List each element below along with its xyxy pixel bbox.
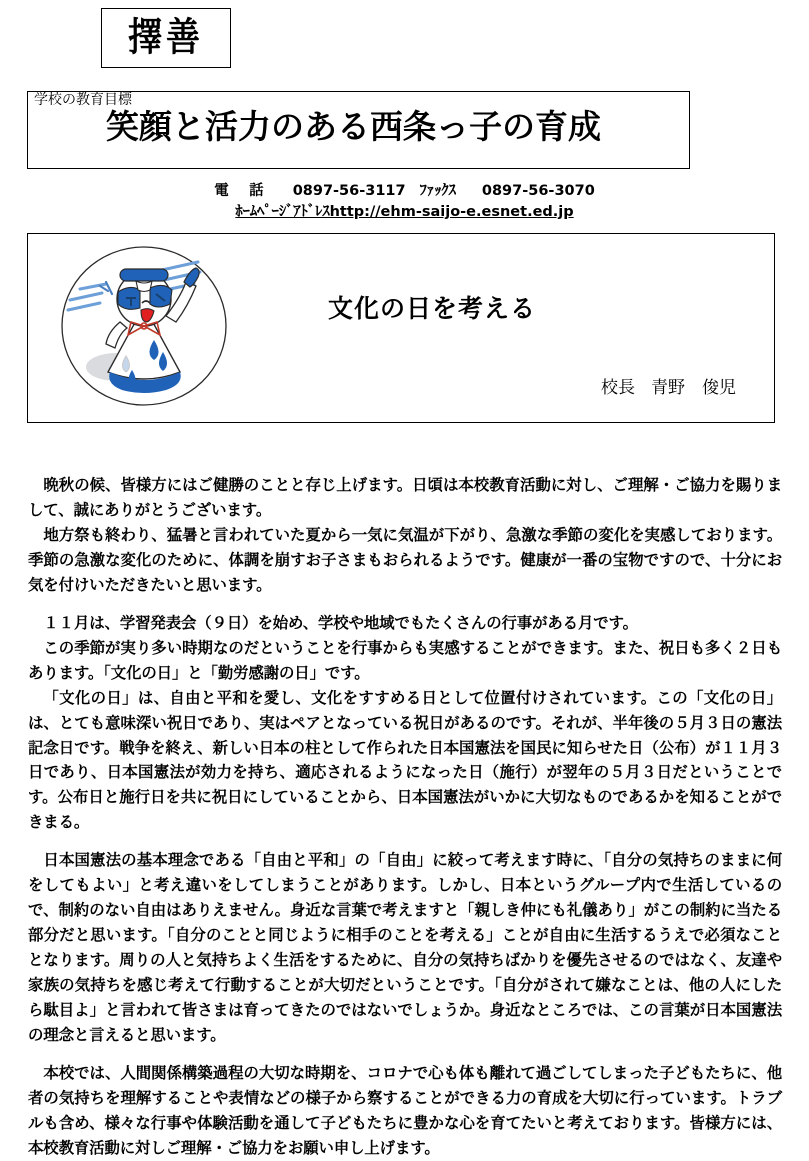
phone-number: 0897-56-3117 xyxy=(292,183,406,199)
article-author xyxy=(601,373,736,398)
article-title: 文化の日を考える xyxy=(328,294,537,323)
school-goal-label: 学校の教育目標 xyxy=(34,93,132,108)
school-goal-statement: 笑顔と活力のある西条っ子の育成 xyxy=(106,107,601,146)
homepage-label: ﾎｰﾑﾍﾟｰｼﾞｱﾄﾞﾚｽ xyxy=(235,204,330,221)
body-paragraph: 「文化の日」は、自由と平和を愛し、文化をすすめる日として位置付けされています。この「文化の日」は、とても意味深い祝日であり、実はペアとなっている祝日があるのです。それが、半年後の５月３日の憲法記念日です。戦争を終え、新しい日本の柱として作られた日本国憲法を国民に知らせた日（公布）が１１月３日であり、日本国憲法が効力を持ち、適応されるようになった日（施行）が翌年の５月３日だということです。公布日と施行日を共に祝日にしていることから、日本国憲法がいかに大切なものであるかを知ることができまる。 xyxy=(28,688,782,832)
body-paragraph: １１月は、学習発表会（９日）を始め、学校や地域でもたくさんの行事がある月です。 xyxy=(43,613,638,632)
fax-number: 0897-56-3070 xyxy=(481,183,595,199)
body-paragraph: 晩秋の候、皆様方にはご健勝のことと存じ上げます。日頃は本校教育活動に対し、ご理解・ご協力を賜りまして、誠にありがとうございます。 xyxy=(28,476,782,519)
homepage-url[interactable]: http://ehm-saijo-e.esnet.ed.jp xyxy=(329,204,574,221)
newsletter-title: 擇善 xyxy=(128,15,204,62)
school-mascot-illustration xyxy=(58,244,230,409)
masthead-box xyxy=(101,8,231,68)
paragraph-spacer xyxy=(28,1048,782,1061)
contact-homepage-line xyxy=(0,202,809,223)
fax-label: ﾌｧｯｸｽ xyxy=(419,183,456,199)
body-paragraph: 本校では、人間関係構築過程の大切な時期を、コロナで心も体も離れて過ごしてしまった子どもたちに、他者の気持ちを理解することや表情などの様子から察することができる力の育成を大切に行っています。トラブルも含め、様々な行事や体験活動を通して子どもたちに豊かな心を育てたいと考えております。皆様方には、本校教育活動に対しご理解・ご協力をお願い申し上げます。 xyxy=(28,1063,782,1157)
paragraph-spacer xyxy=(28,835,782,848)
school-goal-box xyxy=(27,91,690,169)
contact-phone-line xyxy=(0,181,809,202)
body-paragraph: 地方祭も終わり、猛暑と言われていた夏から一気に気温が下がり、急激な季節の変化を実感しております。季節の急激な変化のために、体調を崩すお子さまもおられるようです。健康が一番の宝物ですので、十分にお気を付けいただきたいと思います。 xyxy=(28,525,782,594)
author-name: 青野 俊児 xyxy=(651,378,736,397)
contact-block xyxy=(0,181,809,223)
article-header-box xyxy=(27,233,775,423)
author-role: 校長 xyxy=(601,378,635,397)
phone-label: 電 話 xyxy=(214,183,267,199)
paragraph-spacer xyxy=(28,598,782,611)
body-paragraph: この季節が実り多い時期なのだということを行事からも実感することができます。また、祝日も多く２日もあります。「文化の日」と「勤労感謝の日」です。 xyxy=(28,638,782,682)
body-paragraph: 日本国憲法の基本理念である「自由と平和」の「自由」に絞って考えます時に、「自分の気持ちのままに何をしてもよい」と考え違いをしてしまうことがあります。しかし、日本というグループ内で生活しているので、制約のない自由はありえません。身近な言葉で考えますと「親しき仲にも礼儀あり」がこの制約に当たる部分だと思います。「自分のことと同じように相手のことを考える」ことが自由に生活するうえで必須なこととなります。周りの人と気持ちよく生活をするために、自分の気持ちばかりを優先させるのではなく、友達や家族の気持ちを感じ考えて行動することが大切だということです。「自分がされて嫌なことは、他の人にしたら駄目よ」と言われて皆さまは育ってきたのではないでしょうか。身近なところでは、この言葉が日本国憲法の理念と言えると思います。 xyxy=(28,851,782,1045)
newsletter-body xyxy=(28,473,782,1161)
